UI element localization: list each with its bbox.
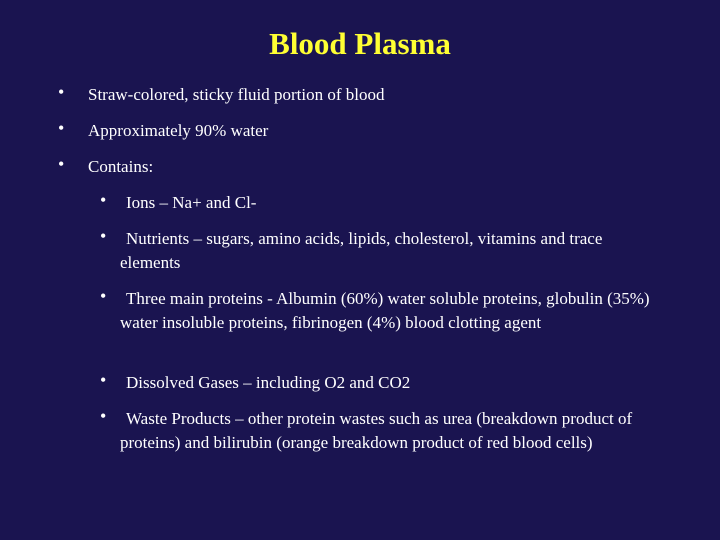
sub-bullet-text: Nutrients – sugars, amino acids, lipids, cholesterol, vitamins and trace elements <box>120 229 603 272</box>
bullet-dot-icon: • <box>58 154 65 174</box>
sub-bullet-item <box>100 370 660 395</box>
sub-bullet-text: Dissolved Gases – including O2 and CO2 <box>126 373 411 392</box>
bullet-dot-icon: • <box>58 82 65 102</box>
bullet-item <box>58 82 688 107</box>
bullet-text: Straw-colored, sticky fluid portion of blood <box>88 85 385 104</box>
bullet-dot-icon: • <box>100 286 107 306</box>
bullet-text: Approximately 90% water <box>88 121 269 140</box>
sub-bullet-text: Three main proteins - Albumin (60%) water soluble proteins, globulin (35%) water insoluble proteins, fibrinogen (4%) blood clotting agent <box>120 289 650 332</box>
bullet-item <box>58 118 688 143</box>
bullet-item <box>58 154 688 179</box>
bullet-dot-icon: • <box>100 406 107 426</box>
sub-bullet-item <box>100 286 660 335</box>
bullet-dot-icon: • <box>100 370 107 390</box>
bullet-dot-icon: • <box>100 226 107 246</box>
sub-bullet-item <box>100 190 660 215</box>
bullet-dot-icon: • <box>58 118 65 138</box>
bullet-dot-icon: • <box>100 190 107 210</box>
sub-bullet-text: Waste Products – other protein wastes such as urea (breakdown product of proteins) and bilirubin (orange breakdown product of red blood cells) <box>120 409 633 452</box>
bullet-text: Contains: <box>88 157 154 176</box>
sub-bullet-item <box>100 226 660 275</box>
sub-bullet-text: Ions – Na+ and Cl- <box>126 193 257 212</box>
slide-title: Blood Plasma <box>269 26 451 61</box>
sub-bullet-item <box>100 406 660 455</box>
